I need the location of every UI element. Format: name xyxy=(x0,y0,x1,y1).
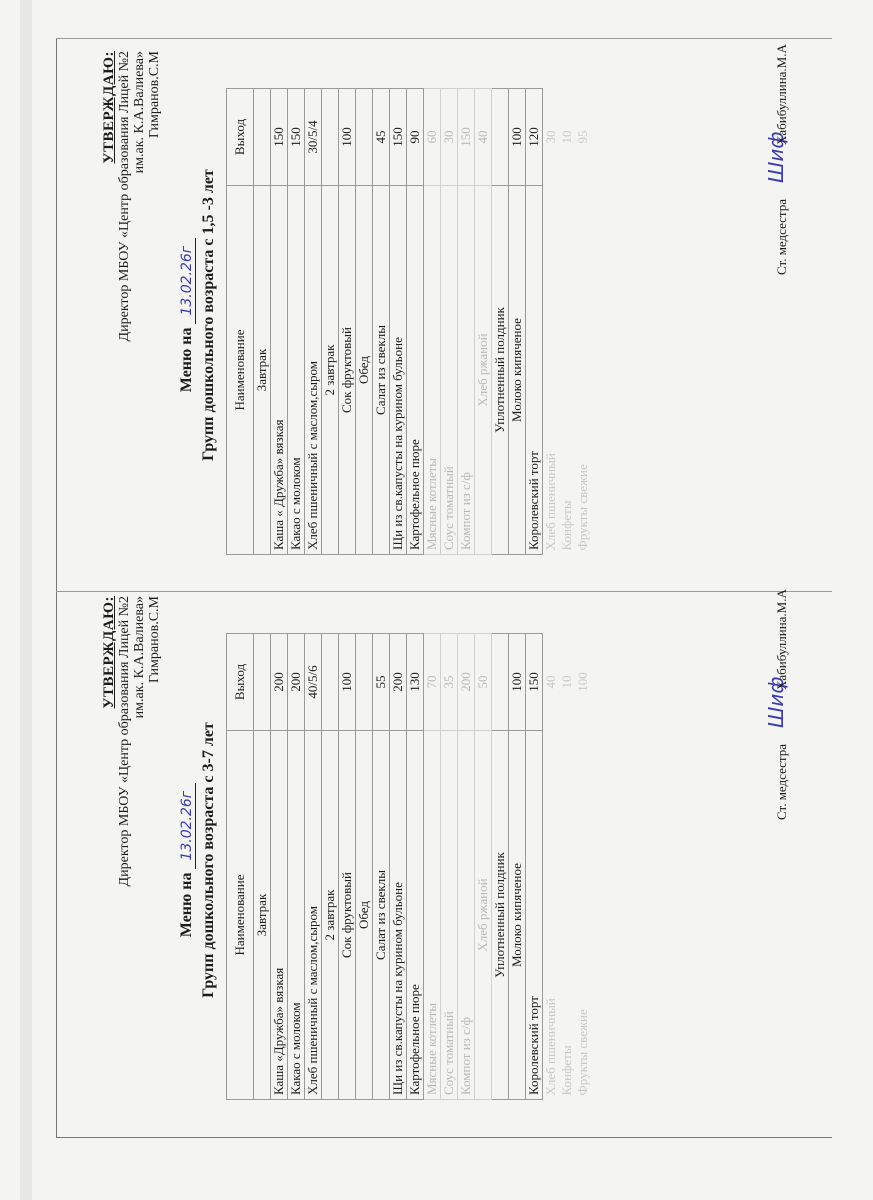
extra-row xyxy=(543,634,560,1100)
approval-block xyxy=(102,596,162,926)
dish-output: 150 xyxy=(458,89,475,186)
dish-name: Каша « Дружба» вязкая xyxy=(271,186,288,555)
dish-name: Фрукты свежие xyxy=(575,464,590,551)
dish-name: Сок фруктовый xyxy=(339,731,356,1100)
signature-name: Хабибуллина.М.А xyxy=(774,589,789,690)
table-row xyxy=(458,634,475,1100)
table-row xyxy=(492,634,509,1100)
dish-output: 35 xyxy=(441,634,458,731)
menu-table-body xyxy=(254,89,592,555)
approval-signer: Гимранов.С.М xyxy=(147,596,162,684)
dish-output: 100 xyxy=(339,89,356,186)
dish-output: 30 xyxy=(441,89,458,186)
dish-name: Компот из с/ф xyxy=(458,186,475,555)
header-output: Выход xyxy=(227,634,254,731)
dish-output: 30/5/4 xyxy=(305,89,322,186)
dish-name: Хлеб пшеничный с маслом,сыром xyxy=(305,731,322,1100)
dish-output: 10 xyxy=(559,130,574,144)
table-row xyxy=(271,634,288,1100)
group-title: Групп дошкольного возраста с 1,5 -3 лет xyxy=(200,169,217,461)
dish-output xyxy=(322,89,339,186)
dish-name: Картофельное пюре xyxy=(407,731,424,1100)
dish-output: 130 xyxy=(407,634,424,731)
table-row xyxy=(373,634,390,1100)
dish-output: 100 xyxy=(575,672,590,692)
frame-line-top xyxy=(56,38,832,39)
table-row xyxy=(509,634,526,1100)
dish-output: 70 xyxy=(424,634,441,731)
dish-name: Уплотненный полдник xyxy=(492,186,509,555)
menu-table xyxy=(226,88,591,555)
signature-scribble: Шиф xyxy=(764,131,788,183)
approval-block xyxy=(102,51,162,381)
dish-name: Конфеты xyxy=(559,500,574,551)
approval-director: Директор МБОУ «Центр образования Лицей №2 xyxy=(117,51,132,342)
dish-name: Молоко кипяченое xyxy=(509,731,526,1100)
dish-name: Фрукты свежие xyxy=(575,1009,590,1096)
dish-output xyxy=(322,634,339,731)
dish-name: Соус томатный xyxy=(441,186,458,555)
dish-name: Королевский торт xyxy=(526,731,543,1100)
dish-name: Уплотненный полдник xyxy=(492,731,509,1100)
extra-row xyxy=(575,634,591,1100)
dish-name: Завтрак xyxy=(254,731,271,1100)
approval-signer: Гимранов.С.М xyxy=(147,51,162,139)
approval-school: им.ак. К.А.Валиева» xyxy=(132,51,147,174)
signature-role: Ст. медсестра xyxy=(774,743,789,820)
extra-row xyxy=(559,634,575,1100)
dish-name: Щи из св.капусты на курином бульоне xyxy=(390,186,407,555)
dish-name: Мясные котлеты xyxy=(424,186,441,555)
table-row xyxy=(458,89,475,555)
dish-output: 40 xyxy=(543,675,558,689)
menu-sheet-preschool xyxy=(98,590,858,1130)
table-row xyxy=(390,89,407,555)
header-output: Выход xyxy=(227,89,254,186)
dish-name: Картофельное пюре xyxy=(407,186,424,555)
dish-name: Какао с молоком xyxy=(288,731,305,1100)
menu-title: Меню на xyxy=(178,327,195,393)
dish-output: 100 xyxy=(339,634,356,731)
dish-output xyxy=(356,89,373,186)
dish-name: Каша «Дружба» вязкая xyxy=(271,731,288,1100)
frame-line-bottom xyxy=(56,1137,832,1138)
dish-name: Соус томатный xyxy=(441,731,458,1100)
table-header-row xyxy=(227,89,254,555)
dish-output: 55 xyxy=(373,634,390,731)
dish-output: 200 xyxy=(458,634,475,731)
table-row xyxy=(475,89,492,555)
table-row xyxy=(254,634,271,1100)
dish-output: 150 xyxy=(271,89,288,186)
dish-output: 120 xyxy=(526,89,543,186)
dish-name: Королевский торт xyxy=(526,186,543,555)
extra-row xyxy=(543,89,560,555)
dish-output: 100 xyxy=(509,634,526,731)
table-row xyxy=(492,89,509,555)
dish-name: Конфеты xyxy=(559,1045,574,1096)
dish-name: 2 завтрак xyxy=(322,731,339,1100)
dish-name: Компот из с/ф xyxy=(458,731,475,1100)
table-row xyxy=(441,89,458,555)
table-row xyxy=(390,634,407,1100)
table-row xyxy=(305,89,322,555)
dish-output xyxy=(254,634,271,731)
dish-name: Салат из свеклы xyxy=(373,186,390,555)
dish-output: 10 xyxy=(559,675,574,689)
signature-name: Хабибуллина.М.А xyxy=(774,44,789,145)
table-row xyxy=(441,634,458,1100)
table-row xyxy=(424,89,441,555)
dish-name: Молоко кипяченое xyxy=(509,186,526,555)
dish-name: Завтрак xyxy=(254,186,271,555)
dish-output xyxy=(254,89,271,186)
table-row xyxy=(288,634,305,1100)
table-row xyxy=(356,634,373,1100)
approval-title: УТВЕРЖДАЮ: xyxy=(101,596,117,709)
table-row xyxy=(305,634,322,1100)
dish-output xyxy=(492,634,509,731)
table-row xyxy=(526,634,543,1100)
table-row xyxy=(271,89,288,555)
dish-name: Хлеб пшеничный с маслом,сыром xyxy=(305,186,322,555)
dish-output: 200 xyxy=(390,634,407,731)
dish-output: 200 xyxy=(288,634,305,731)
menu-date: 13.02.26г xyxy=(179,783,196,869)
dish-output: 60 xyxy=(424,89,441,186)
dish-output: 30 xyxy=(543,130,558,144)
table-row xyxy=(322,89,339,555)
dish-name: 2 завтрак xyxy=(322,186,339,555)
table-row xyxy=(475,634,492,1100)
dish-name: Сок фруктовый xyxy=(339,186,356,555)
table-row xyxy=(339,634,356,1100)
table-row xyxy=(254,89,271,555)
table-row xyxy=(322,634,339,1100)
table-row xyxy=(373,89,390,555)
menu-heading xyxy=(176,45,220,585)
extra-row xyxy=(575,89,591,555)
approval-director: Директор МБОУ «Центр образования Лицей №2 xyxy=(117,596,132,887)
frame-line-left xyxy=(56,38,57,1138)
dish-name: Хлеб ржаной xyxy=(475,731,492,1100)
dish-output: 200 xyxy=(271,634,288,731)
dish-name: Обед xyxy=(356,731,373,1100)
dish-output: 150 xyxy=(288,89,305,186)
dish-output xyxy=(356,634,373,731)
table-row xyxy=(424,634,441,1100)
dish-name: Хлеб ржаной xyxy=(475,186,492,555)
dish-name: Какао с молоком xyxy=(288,186,305,555)
dish-name: Щи из св.капусты на курином бульоне xyxy=(390,731,407,1100)
dish-name: Хлеб пшеничный xyxy=(543,998,558,1096)
dish-name: Мясные котлеты xyxy=(424,731,441,1100)
dish-output: 95 xyxy=(575,130,590,144)
menu-title: Меню на xyxy=(178,872,195,938)
dish-name: Хлеб пшеничный xyxy=(543,453,558,551)
header-name: Наименование xyxy=(227,186,254,555)
dish-name: Обед xyxy=(356,186,373,555)
dish-output: 90 xyxy=(407,89,424,186)
table-row xyxy=(339,89,356,555)
table-header-row xyxy=(227,634,254,1100)
signature-scribble: Шиф xyxy=(764,676,788,728)
table-row xyxy=(288,89,305,555)
dish-output: 40 xyxy=(475,89,492,186)
extra-row xyxy=(559,89,575,555)
menu-sheet-toddlers xyxy=(98,45,858,585)
group-title: Групп дошкольного возраста с 3-7 лет xyxy=(200,722,217,998)
dish-output: 100 xyxy=(509,89,526,186)
approval-title: УТВЕРЖДАЮ: xyxy=(101,51,117,164)
table-row xyxy=(407,634,424,1100)
menu-date: 13.02.26г xyxy=(179,238,196,324)
dish-output: 50 xyxy=(475,634,492,731)
approval-school: им.ак. К.А.Валиева» xyxy=(132,596,147,719)
scan-noise xyxy=(20,0,32,1200)
menu-heading xyxy=(176,590,220,1130)
table-row xyxy=(407,89,424,555)
table-row xyxy=(356,89,373,555)
header-name: Наименование xyxy=(227,731,254,1100)
dish-name: Салат из свеклы xyxy=(373,731,390,1100)
dish-output: 150 xyxy=(390,89,407,186)
table-row xyxy=(526,89,543,555)
menu-table xyxy=(226,633,591,1100)
table-row xyxy=(509,89,526,555)
dish-output xyxy=(492,89,509,186)
signature-role: Ст. медсестра xyxy=(774,198,789,275)
dish-output: 150 xyxy=(526,634,543,731)
dish-output: 40/5/6 xyxy=(305,634,322,731)
dish-output: 45 xyxy=(373,89,390,186)
menu-table-body xyxy=(254,634,592,1100)
